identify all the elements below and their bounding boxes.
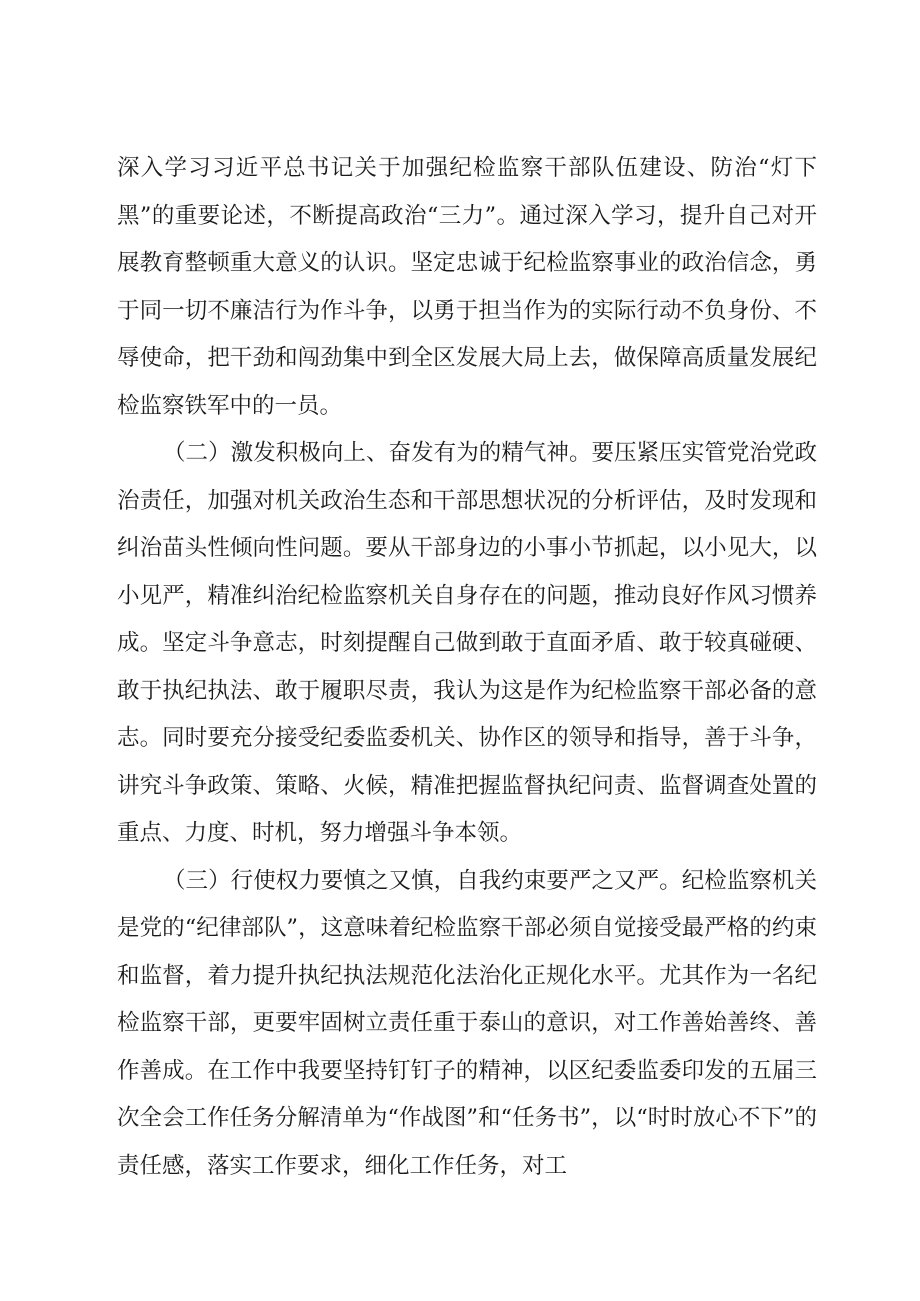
paragraph-section-3: （三）行使权力要慎之又慎，自我约束要严之又严。纪检监察机关是党的“纪律部队”，这意味着纪检监察干部必须自觉接受最严格的约束和监督，着力提升执纪执法规范化法治化正规化水平。尤其作为一名纪检监察干部，更要牢固树立责任重于泰山的意识，对工作善始善终、善作善成。在工作中我要坚持钉钉子的精神，以区纪委监委印发的五届三次全会工作任务分解清单为“作战图”和“任务书”，以“时时放心不下”的责任感，落实工作要求，细化工作任务，对工 [117, 867, 817, 1179]
paragraph-section-2: （二）激发积极向上、奋发有为的精气神。要压紧压实管党治党政治责任，加强对机关政治生态和干部思想状况的分析评估，及时发现和纠治苗头性倾向性问题。要从干部身边的小事小节抓起，以小见大，以小见严，精准纠治纪检监察机关自身存在的问题，推动良好作风习惯养成。坚定斗争意志，时刻提醒自己做到敢于直面矛盾、敢于较真碰硬、敢于执纪执法、敢于履职尽责，我认为这是作为纪检监察干部必备的意志。同时要充分接受纪委监委机关、协作区的领导和指导，善于斗争，讲究斗争政策、策略、火候，精准把握监督执纪问责、监督调查处置的重点、力度、时机，努力增强斗争本领。 [117, 440, 817, 846]
document-body [117, 145, 817, 1190]
paragraph-continuation: 深入学习习近平总书记关于加强纪检监察干部队伍建设、防治“灯下黑”的重要论述，不断提高政治“三力”。通过深入学习，提升自己对开展教育整顿重大意义的认识。坚定忠诚于纪检监察事业的政治信念，勇于同一切不廉洁行为作斗争，以勇于担当作为的实际行动不负身份、不辱使命，把干劲和闯劲集中到全区发展大局上去，做保障高质量发展纪检监察铁军中的一员。 [117, 155, 817, 419]
